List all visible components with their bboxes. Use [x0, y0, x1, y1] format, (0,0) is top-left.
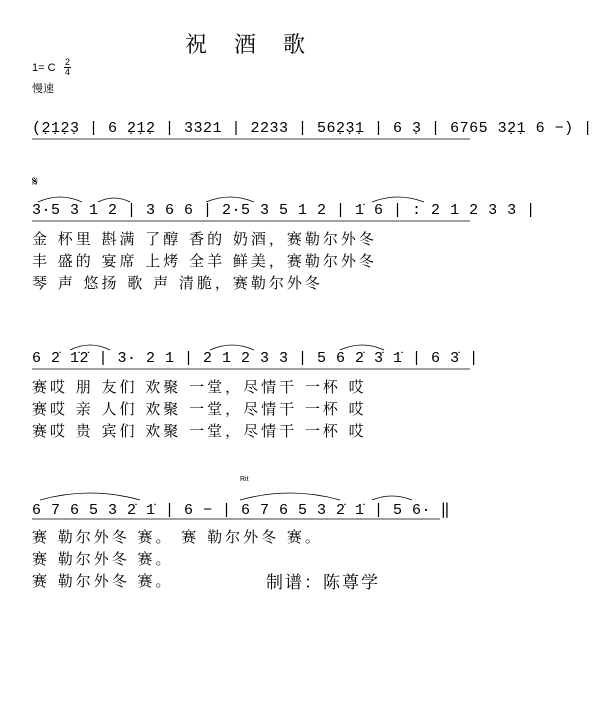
system1-lyric-1: 金 杯里 斟满 了醇 香的 奶酒，赛勒尔外冬: [32, 230, 377, 248]
slur: [38, 197, 82, 202]
system1-notation: 3·5 3 1 2 | 3 6 6 | 2·5 3 5 1 2 | 1̇ 6 | : 2 1 2 3 3 |: [32, 202, 536, 219]
slur: [206, 197, 254, 202]
slur: [340, 345, 384, 350]
slur: [70, 345, 110, 350]
meter-bottom: 4: [64, 67, 70, 77]
slur: [372, 197, 424, 202]
system3-lyric-2: 赛 勒尔外冬 赛。: [32, 550, 174, 568]
key-signature: 1= C: [32, 62, 56, 74]
slur: [240, 493, 340, 500]
tempo-marking: 慢速: [32, 82, 54, 95]
slur: [210, 345, 254, 350]
meter-top: 2: [64, 57, 70, 67]
system2-lyric-3: 赛哎 贵 宾们 欢聚 一堂，尽情干 一杯 哎: [32, 422, 367, 440]
system2-notation: 6 2̇ 1̇2̇ | 3· 2 1 | 2 1 2 3 3 | 5 6 2̇ 3̇ 1̇ | 6 3̇ |: [32, 350, 479, 367]
system3-lyric-3: 赛 勒尔外冬 赛。: [32, 572, 174, 590]
slur: [98, 198, 130, 202]
system1-lyric-3: 琴 声 悠扬 歌 声 清脆，赛勒尔外冬: [32, 274, 323, 292]
ritardando-marking: Rit: [240, 476, 249, 483]
system2-lyric-2: 赛哎 亲 人们 欢聚 一堂，尽情干 一杯 哎: [32, 400, 367, 418]
system3-lyric-1: 赛 勒尔外冬 赛。 赛 勒尔外冬 赛。: [32, 528, 323, 546]
slur: [40, 493, 140, 500]
transcriber-credit: 制谱：陈尊学: [266, 573, 380, 593]
system2-lyric-1: 赛哎 朋 友们 欢聚 一堂，尽情干 一杯 哎: [32, 378, 367, 396]
intro-notation: (2̣1̣2̣3̣ | 6 2̣1̣2̣ | 3321 | 2233 | 562̣3̣1̣ | 6 3̣ | 6765 32̣1̣ 6 −) |: [32, 120, 593, 137]
system1-lyric-2: 丰 盛的 宴席 上烤 全羊 鲜美，赛勒尔外冬: [32, 252, 377, 270]
slur: [372, 496, 412, 500]
system3-notation: 6 7 6 5 3 2̇ 1̇ | 6 − | 6 7 6 5 3 2̇ 1̇ | 5 6· ‖: [32, 502, 451, 519]
song-title: 祝 酒 歌: [185, 33, 315, 58]
segno-sign: 𝄋: [32, 174, 39, 190]
